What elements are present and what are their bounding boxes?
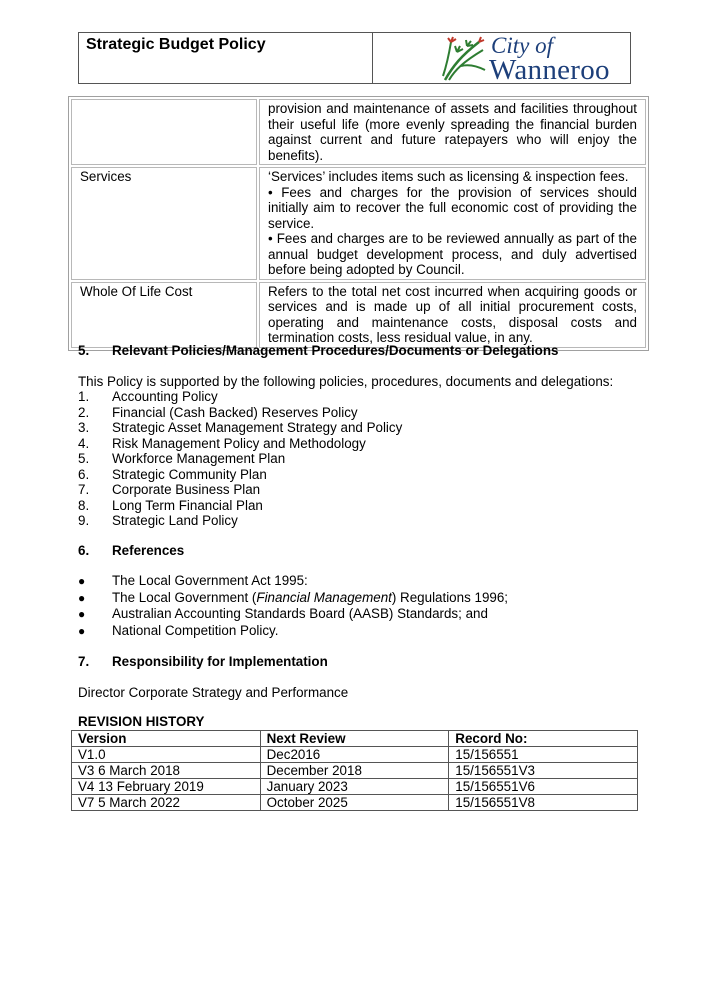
city-logo bbox=[373, 33, 630, 86]
bullet-icon: ● bbox=[78, 623, 86, 638]
bullet-icon: ● bbox=[78, 607, 86, 621]
list-item: 7. Corporate Business Plan bbox=[78, 482, 261, 497]
document-header bbox=[78, 32, 631, 84]
table-cell: 15/156551V6 bbox=[449, 779, 638, 795]
table-row bbox=[72, 747, 638, 763]
definition-term: Services bbox=[71, 167, 257, 280]
definition-line: • Fees and charges are to be reviewed annually as part of the annual budget development process, and duly advertised before being adopted by Council. bbox=[268, 231, 637, 277]
table-cell: 15/156551 bbox=[449, 747, 638, 763]
section-title: References bbox=[112, 543, 185, 558]
table-cell: V4 13 February 2019 bbox=[72, 779, 261, 795]
table-cell: V1.0 bbox=[72, 747, 261, 763]
section-number: 5. bbox=[78, 343, 90, 358]
logo-name-text: Wanneroo bbox=[489, 54, 610, 86]
section-5-heading bbox=[78, 343, 559, 358]
section-title: Relevant Policies/Management Procedures/Documents or Delegations bbox=[112, 343, 559, 358]
list-item: ● Australian Accounting Standards Board (AASB) Standards; and bbox=[78, 606, 488, 621]
section-6-heading bbox=[78, 543, 184, 558]
table-cell: Dec2016 bbox=[260, 747, 449, 763]
table-cell: V3 6 March 2018 bbox=[72, 763, 261, 779]
list-item: ● The Local Government (Financial Management) Regulations 1996; bbox=[78, 589, 509, 605]
definition-desc: Refers to the total net cost incurred when acquiring goods or services and is made up of all initial procurement costs, operating and maintenance costs, disposal costs and termination costs, less residual value, in any. bbox=[259, 282, 646, 348]
list-item: ● National Competition Policy. bbox=[78, 622, 279, 638]
references-list bbox=[78, 573, 508, 639]
section-number: 6. bbox=[78, 543, 90, 558]
section-5-intro: This Policy is supported by the following policies, procedures, documents and delegations: bbox=[78, 374, 614, 389]
table-cell: 15/156551V8 bbox=[449, 795, 638, 811]
responsibility-text: Director Corporate Strategy and Performance bbox=[78, 685, 349, 700]
definitions-table bbox=[68, 96, 649, 351]
definition-line: • Fees and charges for the provision of services should initially aim to recover the full economic cost of providing the service. bbox=[268, 184, 637, 231]
table-row bbox=[72, 795, 638, 811]
definition-line: ‘Services’ includes items such as licensing & inspection fees. bbox=[268, 169, 629, 184]
table-cell: V7 5 March 2022 bbox=[72, 795, 261, 811]
table-cell: October 2025 bbox=[260, 795, 449, 811]
column-header: Version bbox=[72, 731, 261, 747]
list-item: 1. Accounting Policy bbox=[78, 389, 218, 404]
list-item: 3. Strategic Asset Management Strategy and Policy bbox=[78, 420, 403, 435]
section-title: Responsibility for Implementation bbox=[112, 654, 328, 669]
policy-list bbox=[78, 389, 402, 529]
table-cell: December 2018 bbox=[260, 763, 449, 779]
definition-desc: provision and maintenance of assets and facilities throughout their useful life (more evenly spreading the financial burden against current and future ratepayers who will enjoy the benefits). bbox=[259, 99, 646, 165]
document-title: Strategic Budget Policy bbox=[79, 33, 373, 83]
column-header: Record No: bbox=[449, 731, 638, 747]
column-header: Next Review bbox=[260, 731, 449, 747]
section-number: 7. bbox=[78, 654, 90, 669]
list-item: 2. Financial (Cash Backed) Reserves Policy bbox=[78, 404, 358, 420]
kangaroo-paw-flower-icon bbox=[439, 36, 487, 82]
revision-history-title: REVISION HISTORY bbox=[78, 714, 205, 729]
logo-city-text: City of bbox=[491, 33, 553, 58]
definition-term: Whole Of Life Cost bbox=[71, 282, 257, 348]
bullet-icon: ● bbox=[78, 590, 86, 605]
bullet-icon: ● bbox=[78, 574, 86, 588]
revision-history-table bbox=[71, 730, 638, 811]
list-item: 8. Long Term Financial Plan bbox=[78, 497, 263, 513]
table-row bbox=[72, 779, 638, 795]
section-7-heading bbox=[78, 654, 328, 669]
definition-term bbox=[71, 99, 257, 165]
list-item: ● The Local Government Act 1995: bbox=[78, 573, 308, 588]
list-item: 5. Workforce Management Plan bbox=[78, 451, 286, 466]
list-item: 6. Strategic Community Plan bbox=[78, 466, 267, 482]
list-item: 9. Strategic Land Policy bbox=[78, 513, 238, 528]
table-header-row bbox=[72, 731, 638, 747]
table-cell: January 2023 bbox=[260, 779, 449, 795]
table-row bbox=[72, 763, 638, 779]
table-row bbox=[71, 282, 646, 348]
definition-desc bbox=[259, 167, 646, 280]
list-item: 4. Risk Management Policy and Methodology bbox=[78, 435, 366, 451]
table-row bbox=[71, 99, 646, 165]
table-row bbox=[71, 167, 646, 280]
table-cell: 15/156551V3 bbox=[449, 763, 638, 779]
